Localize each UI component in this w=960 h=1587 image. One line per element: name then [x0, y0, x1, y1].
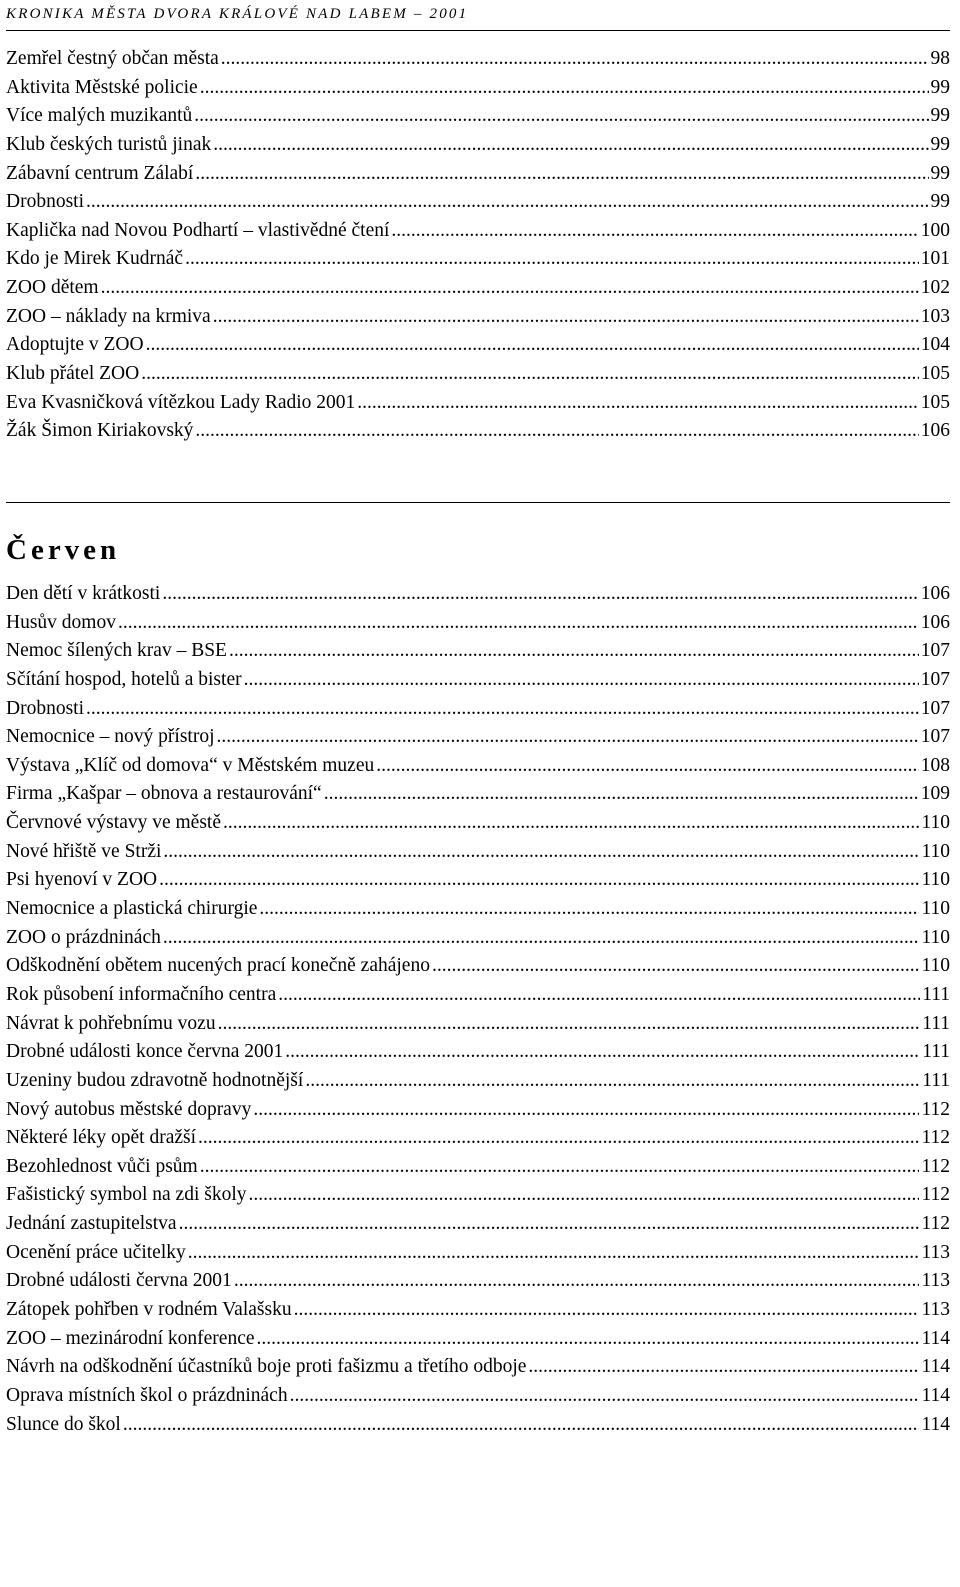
toc-entry[interactable]	[6, 1353, 950, 1382]
dot-leader	[195, 417, 918, 445]
toc-entry[interactable]	[6, 131, 950, 160]
toc-entry-title: Adoptujte v ZOO	[6, 334, 144, 356]
toc-entry[interactable]	[6, 417, 950, 446]
toc-entry[interactable]	[6, 1067, 950, 1096]
toc-entry[interactable]	[6, 303, 950, 332]
toc-entry-page: 109	[920, 783, 950, 805]
toc-entry-title: Návrat k pohřebnímu vozu	[6, 1012, 216, 1034]
toc-entry[interactable]	[6, 1181, 950, 1210]
toc-entry[interactable]	[6, 809, 950, 838]
toc-entry-page: 99	[930, 191, 950, 213]
toc-entry-title: Zátopek pohřben v rodném Valašsku	[6, 1299, 292, 1321]
section-heading: Červen	[6, 534, 121, 566]
toc-entry-page: 113	[921, 1270, 950, 1292]
toc-entry[interactable]	[6, 1010, 950, 1039]
toc-entry-title: Nemoc šílených krav – BSE	[6, 640, 227, 662]
toc-entry[interactable]	[6, 1038, 950, 1067]
dot-leader	[188, 1239, 920, 1267]
toc-entry-title: Nemocnice a plastická chirurgie	[6, 898, 258, 920]
toc-entry-page: 106	[920, 611, 950, 633]
dot-leader	[179, 1210, 920, 1238]
toc-entry-title: Firma „Kašpar – obnova a restaurování“	[6, 783, 322, 805]
dot-leader	[163, 924, 920, 952]
toc-entry-title: Aktivita Městské policie	[6, 76, 198, 98]
toc-entry-page: 107	[920, 640, 950, 662]
dot-leader	[259, 895, 919, 923]
toc-entry-title: ZOO – mezinárodní konference	[6, 1327, 255, 1349]
dot-leader	[223, 809, 919, 837]
toc-entry[interactable]	[6, 1239, 950, 1268]
toc-entry[interactable]	[6, 838, 950, 867]
toc-entry[interactable]	[6, 695, 950, 724]
toc-entry-title: Kaplička nad Novou Podhartí – vlastivědné čtení	[6, 219, 390, 241]
toc-entry[interactable]	[6, 1296, 950, 1325]
toc-entry-page: 113	[921, 1241, 950, 1263]
dot-leader	[198, 1124, 919, 1152]
toc-entry-page: 112	[921, 1098, 950, 1120]
toc-entry-title: Návrh na odškodnění účastníků boje proti fašizmu a třetího odboje	[6, 1356, 527, 1378]
toc-entry-page: 110	[921, 926, 950, 948]
toc-entry-title: Zábavní centrum Zálabí	[6, 162, 194, 184]
dot-leader	[217, 723, 919, 751]
toc-entry-title: Nemocnice – nový přístroj	[6, 726, 215, 748]
dot-leader	[118, 609, 919, 637]
toc-entry[interactable]	[6, 981, 950, 1010]
toc-entry-page: 105	[920, 363, 950, 385]
toc-entry[interactable]	[6, 274, 950, 303]
toc-entry-page: 112	[921, 1213, 950, 1235]
toc-entry-title: Více malých muzikantů	[6, 105, 193, 127]
dot-leader	[357, 389, 918, 417]
toc-entry-page: 111	[922, 1041, 950, 1063]
toc-entry-page: 105	[920, 391, 950, 413]
toc-entry-page: 112	[921, 1127, 950, 1149]
toc-entry[interactable]	[6, 895, 950, 924]
toc-entry-page: 110	[921, 955, 950, 977]
toc-entry[interactable]	[6, 866, 950, 895]
toc-entry-page: 111	[922, 1012, 950, 1034]
toc-entry-title: Červnové výstavy ve městě	[6, 812, 221, 834]
toc-entry-page: 114	[921, 1384, 950, 1406]
toc-entry-page: 107	[920, 668, 950, 690]
toc-entry-page: 112	[921, 1184, 950, 1206]
dot-leader	[244, 666, 919, 694]
dot-leader	[290, 1382, 920, 1410]
toc-entry-title: Fašistický symbol na zdi školy	[6, 1184, 247, 1206]
dot-leader	[221, 45, 929, 73]
toc-entry-title: Drobné události konce června 2001	[6, 1041, 284, 1063]
toc-entry-title: Sčítání hospod, hotelů a bister	[6, 668, 242, 690]
toc-entry-page: 107	[920, 726, 950, 748]
dot-leader	[391, 217, 918, 245]
toc-entry-page: 114	[921, 1356, 950, 1378]
toc-entry[interactable]	[6, 217, 950, 246]
dot-leader	[229, 637, 919, 665]
toc-entry[interactable]	[6, 580, 950, 609]
toc-entry-title: Den dětí v krátkosti	[6, 583, 161, 604]
toc-entry-title: Jednání zastupitelstva	[6, 1213, 177, 1235]
toc-entry-page: 98	[930, 48, 950, 69]
toc-entry-page: 99	[930, 76, 950, 98]
dot-leader	[185, 245, 919, 273]
toc-entry[interactable]	[6, 1411, 950, 1440]
toc-entry-title: Výstava „Klíč od domova“ v Městském muzeu	[6, 754, 375, 776]
toc-entry[interactable]	[6, 1382, 950, 1411]
running-header: KRONIKA MĚSTA DVORA KRÁLOVÉ NAD LABEM – 2001	[6, 2, 950, 31]
toc-entry-title: Drobnosti	[6, 697, 84, 719]
dot-leader	[249, 1181, 920, 1209]
toc-entry-title: Psi hyenoví v ZOO	[6, 869, 158, 891]
toc-entry-page: 110	[921, 840, 950, 862]
toc-entry[interactable]	[6, 102, 950, 131]
toc-entry-title: Nové hřiště ve Strži	[6, 840, 162, 862]
dot-leader	[213, 303, 919, 331]
toc-entry-title: Husův domov	[6, 611, 116, 633]
dot-leader	[305, 1067, 920, 1095]
dot-leader	[528, 1353, 919, 1381]
toc-entry[interactable]	[6, 1153, 950, 1182]
toc-entry-title: Uzeniny budou zdravotně hodnotnější	[6, 1069, 304, 1091]
toc-entry-title: Odškodnění obětem nucených prací konečně zahájeno	[6, 955, 430, 977]
dot-leader	[234, 1267, 920, 1295]
dot-leader	[324, 780, 919, 808]
toc-entry-page: 108	[920, 754, 950, 776]
toc-entry-title: ZOO o prázdninách	[6, 926, 161, 948]
dot-leader	[194, 102, 928, 130]
dot-leader	[86, 188, 929, 216]
toc-entry-page: 99	[930, 133, 950, 155]
toc-entry-page: 101	[920, 248, 950, 270]
dot-leader	[278, 981, 920, 1009]
toc-entry-page: 102	[920, 277, 950, 299]
dot-leader	[86, 695, 919, 723]
dot-leader	[253, 1096, 919, 1124]
toc-entry-page: 111	[922, 1069, 950, 1091]
toc-entry[interactable]	[6, 752, 950, 781]
dot-leader	[200, 74, 929, 102]
toc-entry[interactable]	[6, 45, 950, 74]
toc-entry-page: 110	[921, 869, 950, 891]
toc-entry-page: 99	[930, 105, 950, 127]
toc-entry-page: 113	[921, 1299, 950, 1321]
toc-entry[interactable]	[6, 723, 950, 752]
dot-leader	[163, 838, 919, 866]
table-of-contents-part-2	[6, 580, 950, 1439]
toc-entry[interactable]	[6, 924, 950, 953]
dot-leader	[257, 1325, 920, 1353]
toc-entry-page: 104	[920, 334, 950, 356]
toc-entry[interactable]	[6, 1325, 950, 1354]
toc-entry[interactable]	[6, 188, 950, 217]
toc-entry[interactable]	[6, 1096, 950, 1125]
dot-leader	[213, 131, 928, 159]
toc-entry-page: 114	[921, 1327, 950, 1349]
toc-entry[interactable]	[6, 609, 950, 638]
toc-entry[interactable]	[6, 637, 950, 666]
toc-entry-title: Nový autobus městské dopravy	[6, 1098, 252, 1120]
toc-entry-page: 100	[920, 219, 950, 241]
toc-entry-title: Drobnosti	[6, 191, 84, 213]
toc-entry[interactable]	[6, 245, 950, 274]
toc-entry-title: Klub přátel ZOO	[6, 363, 140, 385]
toc-entry-title: Ocenění práce učitelky	[6, 1241, 186, 1263]
toc-entry-title: Oprava místních škol o prázdninách	[6, 1384, 288, 1406]
toc-entry[interactable]	[6, 1267, 950, 1296]
toc-entry-title: Zemřel čestný občan města	[6, 48, 219, 69]
toc-entry-title: Kdo je Mirek Kudrnáč	[6, 248, 184, 270]
toc-entry-title: Bezohlednost vůči psům	[6, 1155, 198, 1177]
toc-entry[interactable]	[6, 160, 950, 189]
dot-leader	[285, 1038, 920, 1066]
toc-entry[interactable]	[6, 1210, 950, 1239]
toc-entry-title: Žák Šimon Kiriakovský	[6, 420, 194, 442]
dot-leader	[159, 866, 919, 894]
toc-entry-page: 110	[921, 898, 950, 920]
toc-entry-page: 111	[922, 983, 950, 1005]
toc-entry-page: 112	[921, 1155, 950, 1177]
dot-leader	[146, 331, 919, 359]
toc-entry[interactable]	[6, 952, 950, 981]
dot-leader	[141, 360, 919, 388]
toc-entry-title: Rok působení informačního centra	[6, 983, 277, 1005]
toc-entry-page: 110	[921, 812, 950, 834]
dot-leader	[200, 1153, 920, 1181]
dot-leader	[101, 274, 919, 302]
toc-entry-title: Slunce do škol	[6, 1413, 121, 1435]
toc-entry-title: ZOO – náklady na krmiva	[6, 305, 211, 327]
toc-entry-title: ZOO dětem	[6, 277, 99, 299]
toc-entry-page: 99	[930, 162, 950, 184]
toc-entry-page: 107	[920, 697, 950, 719]
toc-entry-title: Drobné události června 2001	[6, 1270, 232, 1292]
toc-entry-page: 103	[920, 305, 950, 327]
dot-leader	[218, 1010, 921, 1038]
toc-entry[interactable]	[6, 360, 950, 389]
toc-entry-page: 114	[921, 1413, 950, 1435]
toc-entry[interactable]	[6, 74, 950, 103]
toc-entry[interactable]	[6, 1124, 950, 1153]
section-divider	[6, 502, 950, 503]
toc-entry-title: Některé léky opět dražší	[6, 1127, 197, 1149]
dot-leader	[123, 1411, 920, 1439]
toc-entry-title: Klub českých turistů jinak	[6, 133, 212, 155]
dot-leader	[195, 160, 928, 188]
dot-leader	[376, 752, 919, 780]
toc-entry[interactable]	[6, 666, 950, 695]
dot-leader	[294, 1296, 920, 1324]
table-of-contents-part-1	[6, 45, 950, 446]
toc-entry[interactable]	[6, 389, 950, 418]
toc-entry-page: 106	[920, 583, 950, 604]
toc-entry-page: 106	[920, 420, 950, 442]
toc-entry-title: Eva Kvasničková vítězkou Lady Radio 2001	[6, 391, 356, 413]
toc-entry[interactable]	[6, 780, 950, 809]
dot-leader	[162, 580, 918, 608]
toc-entry[interactable]	[6, 331, 950, 360]
dot-leader	[432, 952, 920, 980]
